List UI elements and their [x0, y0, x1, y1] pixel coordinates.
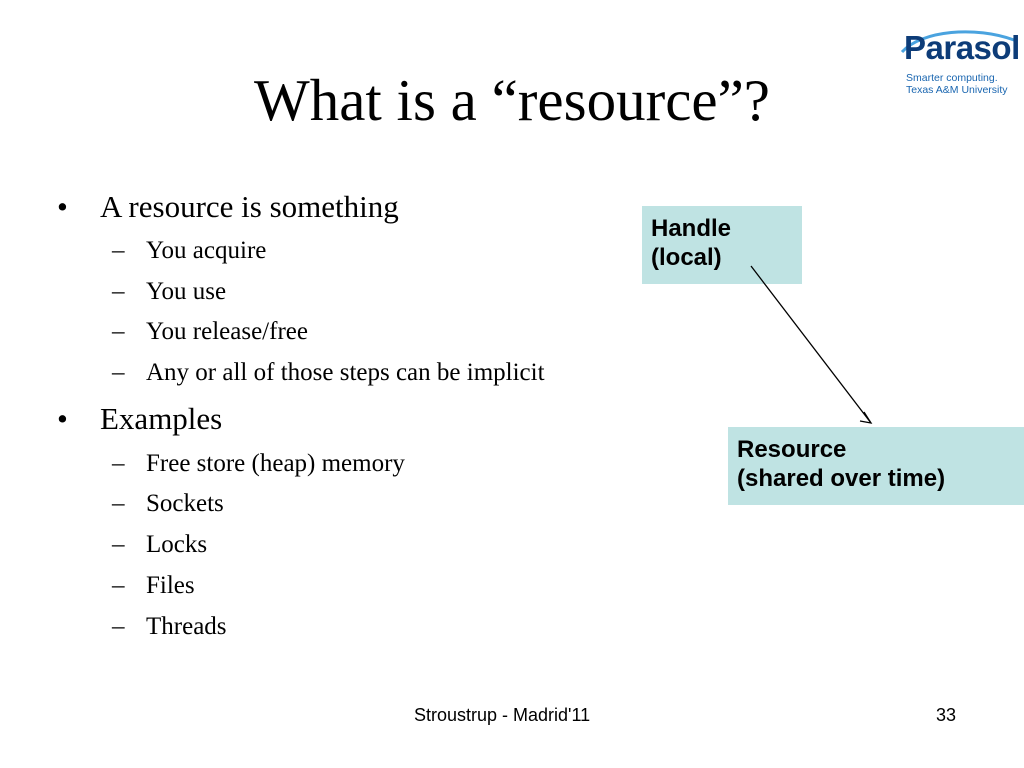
sub-bullet-text: You acquire	[146, 237, 267, 264]
sub-bullet-text: Free store (heap) memory	[146, 450, 405, 477]
sub-bullet-text: You use	[146, 278, 227, 305]
sub-bullet-mark: –	[112, 572, 125, 599]
bullet-text: A resource is something	[100, 189, 399, 224]
sub-bullet-mark: –	[112, 359, 125, 386]
footer-text: Stroustrup - Madrid'11	[414, 705, 591, 725]
resource-box	[728, 427, 1024, 505]
sub-bullet-text: Any or all of those steps can be implicit	[146, 359, 545, 386]
sub-bullet-text: Threads	[146, 613, 227, 640]
sub-bullet-mark: –	[112, 278, 125, 305]
sub-bullet-mark: –	[112, 450, 125, 477]
sub-bullet-text: You release/free	[146, 318, 308, 345]
sub-bullet-text: Files	[146, 572, 195, 599]
bullet-text: Examples	[100, 401, 223, 436]
sub-bullet-mark: –	[112, 318, 125, 345]
sub-bullet-mark: –	[112, 531, 125, 558]
page-number: 33	[936, 705, 957, 725]
resource-box-line-2: (shared over time)	[737, 465, 946, 492]
logo-tagline-1: Smarter computing.	[906, 72, 998, 84]
sub-bullet-mark: –	[112, 613, 125, 640]
handle-box-line-1: Handle	[651, 215, 732, 242]
sub-bullet-mark: –	[112, 490, 125, 517]
sub-bullet-text: Locks	[146, 531, 208, 558]
bullet-mark: •	[57, 189, 68, 224]
logo-tagline-2: Texas A&M University	[906, 84, 1008, 96]
resource-box-line-1: Resource	[737, 436, 847, 463]
bullet-mark: •	[57, 401, 68, 436]
handle-box-line-2: (local)	[651, 244, 722, 271]
sub-bullet-text: Sockets	[146, 490, 224, 517]
sub-bullet-mark: –	[112, 237, 125, 264]
slide-title: What is a “resource”?	[254, 67, 770, 133]
logo-wordmark: Parasol	[904, 29, 1020, 66]
